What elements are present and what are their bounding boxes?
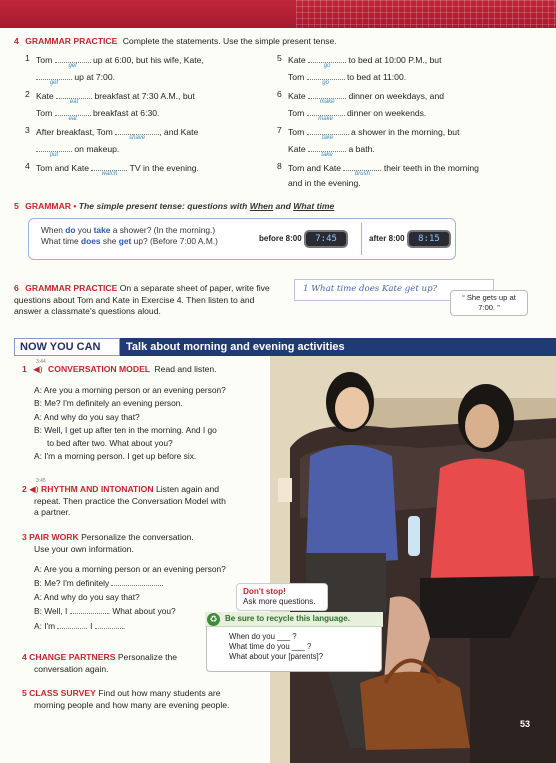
item-text: to bed at 11:00. (347, 71, 407, 82)
s5-block (22, 688, 284, 711)
speaker: A: (34, 411, 42, 422)
s3-number: 3 (22, 532, 27, 542)
item-text: Tom (288, 107, 305, 118)
answer-blank[interactable] (95, 619, 126, 631)
s5-text: Find out how many students are (98, 688, 221, 698)
ex4-item-1 (25, 53, 204, 86)
recycle-phrase: What about your [parents]? (229, 652, 324, 662)
conversation-model (34, 384, 274, 464)
audio-track-2: 3:45 (36, 478, 46, 484)
q-rest: up? (Before 7:00 A.M.) (133, 236, 218, 247)
verb-hint: make (318, 115, 333, 122)
recycle-phrase: What time do you ___ ? (229, 642, 312, 652)
ex5-subtitle (79, 201, 334, 211)
s1-heading (22, 364, 217, 376)
top-banner (0, 0, 556, 28)
subtitle-what-time: What time (293, 201, 335, 211)
speaker: A: (34, 620, 42, 631)
verb-hint: go (322, 79, 329, 86)
ex4-item-2 (25, 89, 195, 122)
now-you-can-title: Talk about morning and evening activities (120, 338, 392, 356)
line-text: to bed after two. What about you? (47, 438, 173, 449)
item-text: a shower in the morning, but (351, 127, 460, 137)
answer-blank[interactable] (307, 106, 345, 122)
verb-hint: take (321, 151, 333, 158)
speaker: A: (34, 564, 42, 574)
ex4-item-6 (277, 89, 445, 122)
after-label: after 8:00 (369, 234, 405, 243)
item-text: dinner on weekdays, and (348, 91, 445, 101)
verb-hint: eat (69, 99, 79, 105)
line-text: I'm (44, 620, 56, 631)
line-text: Me? I'm definitely (44, 578, 110, 589)
before-label: before 8:00 (259, 234, 302, 243)
item-number: 4 (25, 161, 30, 171)
ex5-title: GRAMMAR (25, 201, 71, 211)
ex5-number: 5 (14, 201, 19, 211)
s4-text: Personalize the (117, 652, 178, 662)
s4-text: conversation again. (34, 663, 109, 674)
item-text: , and Kate (159, 127, 199, 137)
ex4-title: GRAMMAR PRACTICE (25, 36, 118, 46)
speaker: B: (34, 578, 42, 589)
q-subj: she (102, 236, 117, 247)
clock-icon: 8:15 (407, 230, 451, 248)
recycle-phrases (229, 632, 323, 662)
q-aux: do (65, 225, 76, 235)
answer-speech-bubble (450, 290, 528, 316)
ex4-instruction: Complete the statements. Use the simple present tense. (122, 36, 337, 46)
item-text: Tom and Kate (36, 163, 90, 173)
item-text: Kate (288, 143, 306, 154)
recycle-title: Be sure to recycle this language. (225, 614, 350, 623)
s3-block (22, 532, 274, 555)
item-text: dinner on weekends. (347, 107, 427, 118)
page-number: 53 (520, 719, 531, 729)
s2-text: repeat. Then practice the Conversation Model with (34, 495, 226, 506)
item-text: Kate (36, 91, 54, 101)
recycle-icon: ♻ (207, 613, 220, 626)
q-verb: take (93, 225, 111, 235)
subtitle-text: and (275, 201, 291, 211)
item-text: their teeth in the morning (383, 163, 479, 173)
ex6-title: GRAMMAR PRACTICE (25, 283, 118, 293)
recycle-phrase: When do you ___ ? (229, 632, 297, 641)
answer-blank[interactable] (343, 161, 381, 177)
speaker: B: (34, 398, 42, 409)
ex4-item-4 (25, 161, 199, 177)
ex6-number: 6 (14, 283, 19, 293)
answer-blank[interactable] (55, 53, 91, 69)
verb-hint: shave (129, 135, 146, 141)
ex4-item-5 (277, 53, 442, 86)
audio-speaker-icon[interactable]: ◀) (33, 364, 43, 374)
ex4-item-3 (25, 125, 199, 158)
item-text: Tom and Kate (288, 163, 342, 173)
answer-blank[interactable] (308, 142, 346, 158)
speaker: B: (34, 424, 42, 435)
line-text: . (122, 620, 126, 631)
item-text: Tom (288, 127, 305, 137)
q-verb: get (118, 236, 132, 247)
s1-instruction: Read and listen. (154, 364, 217, 374)
s3-title: PAIR WORK (29, 532, 79, 542)
line-text: Well, I get up after ten in the morning. And I go (44, 424, 217, 435)
item-text: Tom (36, 55, 53, 65)
s2-block (22, 484, 274, 519)
item-text: a bath. (348, 143, 375, 154)
item-text: Kate (288, 55, 306, 65)
answer-blank[interactable] (115, 125, 159, 141)
line-text: I'm a morning person. I get up before six. (44, 451, 197, 462)
answer-blank[interactable] (308, 53, 346, 69)
item-text: up at 7:00. (74, 71, 116, 82)
audio-track-1: 3:44 (36, 359, 46, 365)
answer-blank[interactable] (91, 161, 127, 177)
line-text: Well, I (44, 606, 68, 617)
item-text: and in the evening. (288, 177, 361, 188)
item-text: Tom (288, 71, 305, 82)
item-number: 1 (25, 53, 30, 63)
line-text: And why do you say that? (43, 591, 140, 602)
line-text: Are you a morning person or an evening person? (43, 385, 226, 395)
s5-number: 5 (22, 688, 27, 698)
bullet: • (73, 201, 77, 211)
answer-blank[interactable] (307, 70, 345, 86)
s2-title: RHYTHM AND INTONATION (41, 484, 154, 494)
s4-block (22, 652, 222, 675)
item-number: 8 (277, 161, 282, 171)
subtitle-text: The simple present tense: questions with (78, 201, 248, 211)
answer-blank[interactable] (36, 70, 72, 86)
before-clock-group (259, 230, 348, 248)
recycle-language-box (206, 612, 382, 672)
answer-blank[interactable] (56, 89, 92, 105)
photo-two-women (270, 338, 556, 763)
s5-text: morning people and how many are evening people. (34, 699, 230, 710)
item-number: 2 (25, 89, 30, 99)
line-text: Are you a morning person or an evening person? (43, 564, 226, 574)
verb-hint: make (319, 99, 335, 105)
banner-extension (392, 338, 556, 356)
answer-blank[interactable] (111, 576, 164, 589)
s2-text: a partner. (34, 507, 71, 518)
q-rest: a shower? (In the morning.) (112, 225, 216, 235)
dont-stop-box (236, 583, 328, 611)
line-text: . I (85, 620, 93, 631)
banner-grid-pattern (296, 0, 556, 28)
item-text: on makeup. (74, 143, 120, 154)
line-text: Me? I'm definitely an evening person. (44, 398, 183, 409)
clock-icon: 7:45 (304, 230, 348, 248)
q-word: What time (41, 236, 79, 247)
recycle-header (205, 612, 383, 627)
q-subj: you (77, 225, 92, 235)
s2-text: Listen again and (155, 484, 220, 494)
line-text: . (161, 578, 164, 589)
after-clock-group (369, 230, 451, 248)
item-text: Kate (288, 91, 306, 101)
item-text: After breakfast, Tom (36, 127, 113, 137)
line-text: And why do you say that? (43, 411, 140, 422)
verb-hint: go (323, 63, 331, 69)
ex4-item-7 (277, 125, 460, 158)
ex6-block (14, 283, 284, 318)
q-aux: does (81, 236, 101, 247)
ex6-instruction: On a separate sheet of paper, write five questions about Tom and Kate in Exercise 4. Then listen to and answer a classmate's questions aloud. (14, 283, 270, 317)
verb-hint: put (49, 151, 59, 158)
answer-blank[interactable] (55, 106, 91, 122)
photo-illustration (270, 338, 556, 763)
answer-text: “ She gets up at 7:00. ” (462, 293, 516, 313)
q-word: When (41, 225, 63, 235)
ex4-number: 4 (14, 36, 19, 46)
ex4-item-8 (277, 161, 479, 189)
line-text: . What about you? (107, 606, 176, 617)
s2-number: 2 (22, 484, 27, 494)
verb-hint: eat (68, 115, 77, 122)
answer-blank[interactable] (36, 142, 72, 158)
item-text: TV in the evening. (129, 163, 199, 173)
answer-blank[interactable] (57, 619, 85, 629)
now-you-can-label: NOW YOU CAN (14, 338, 120, 356)
s4-number: 4 (22, 652, 27, 662)
grammar-examples (41, 225, 251, 248)
s1-number: 1 (22, 364, 27, 374)
speaker: A: (34, 385, 42, 395)
verb-hint: take (321, 135, 334, 141)
s3-text: Use your own information. (34, 543, 134, 554)
speaker: A: (34, 591, 42, 602)
verb-hint: watch (101, 171, 118, 177)
audio-speaker-icon[interactable]: ◀) (29, 484, 39, 494)
item-text: breakfast at 6:30. (93, 107, 160, 118)
subtitle-when: When (249, 201, 274, 211)
handwritten-question: 1 What time does Kate get up? (303, 284, 438, 294)
s3-text: Personalize the conversation. (81, 532, 194, 542)
grammar-box (28, 218, 456, 260)
s4-title: CHANGE PARTNERS (29, 652, 116, 662)
item-text: to bed at 10:00 P.M., but (348, 55, 442, 65)
verb-hint: brush (354, 171, 370, 177)
item-text: Tom (36, 107, 53, 118)
speaker: B: (34, 606, 42, 617)
now-you-can-banner (14, 338, 392, 356)
ex5-heading (14, 201, 334, 213)
item-number: 3 (25, 125, 30, 135)
item-number: 6 (277, 89, 282, 99)
item-number: 5 (277, 53, 282, 63)
answer-blank[interactable] (308, 89, 346, 105)
item-number: 7 (277, 125, 282, 135)
s1-title: CONVERSATION MODEL (48, 364, 151, 374)
item-text: up at 6:00, but his wife, Kate, (93, 55, 204, 65)
ex4-heading (14, 36, 337, 48)
item-text: breakfast at 7:30 A.M., but (94, 91, 195, 101)
divider (361, 223, 362, 255)
s5-title: CLASS SURVEY (29, 688, 96, 698)
dont-stop-text: Ask more questions. (243, 597, 316, 607)
answer-blank[interactable] (70, 604, 108, 614)
answer-blank[interactable] (307, 125, 349, 141)
dont-stop-title: Don't stop! (243, 587, 286, 596)
verb-hint: get (49, 79, 59, 86)
verb-hint: get (68, 63, 77, 69)
speaker: A: (34, 451, 42, 462)
